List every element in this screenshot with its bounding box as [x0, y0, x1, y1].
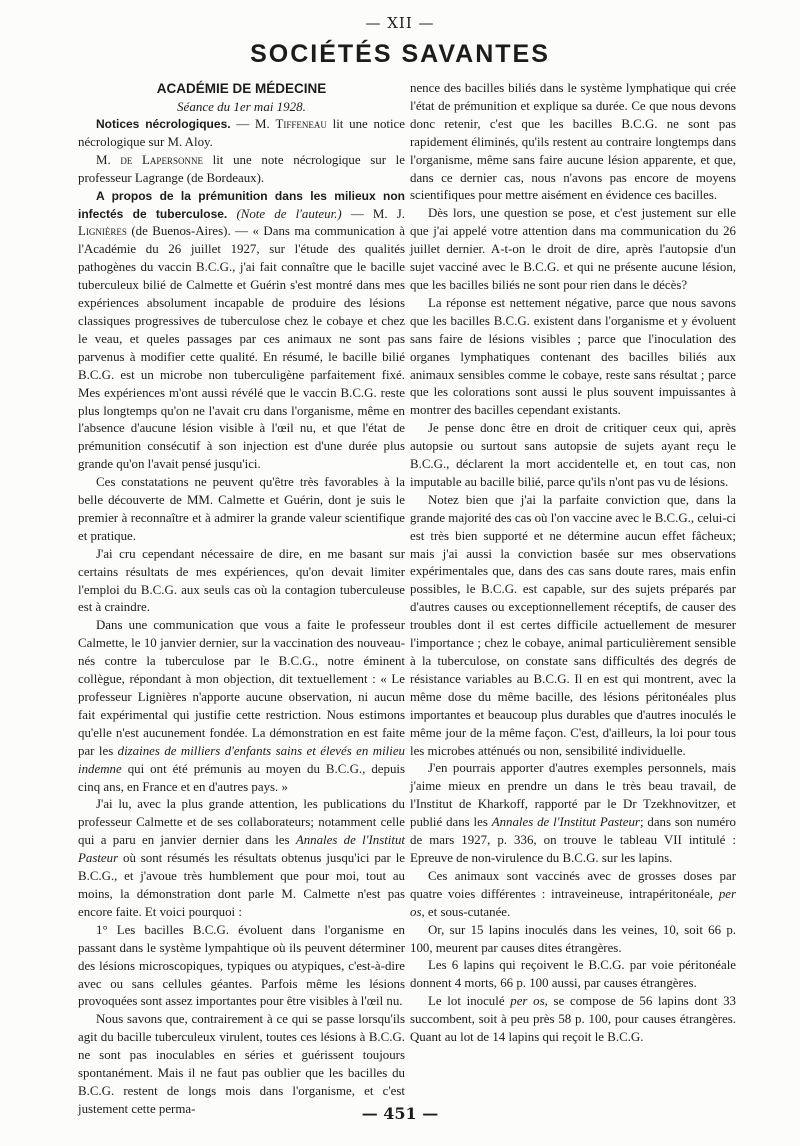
- paragraph-lapersonne: M. de Lapersonne lit une note nécrologique sur le professeur Lagrange (de Bordeaux).: [78, 152, 405, 185]
- paragraph-per-os: Le lot inoculé per os, se compose de 56 lapins dont 33 succombent, soit à peu près 58 p. 100, pour causes étrangères. Quant au lot de 14 lapins qui reçoit le B.C.G.: [410, 994, 736, 1045]
- paragraph-nous-savons: Nous savons que, contrairement à ce qui se passe lorsqu'ils agit du bacille tuberculeux virulent, toutes ces lésions à B.C.G. ne sont pas inoculables en séries et guérissent toujours spontanément. Mais il ne faut pas oublier que les bacilles du B.C.G. restent de longs mois dans l'organisme, et c'est justement cette perma-: [78, 1012, 405, 1116]
- paragraph-voies: Ces animaux sont vaccinés avec de grosses doses par quatre voies différentes : intraveineuse, intrapéritonéale, per os, et sous-cutanée.: [410, 868, 736, 919]
- page-header-number: — XII —: [365, 14, 435, 32]
- academy-title: ACADÉMIE DE MÉDECINE: [156, 81, 327, 96]
- paragraph-kharkoff: J'en pourrais apporter d'autres exemples personnels, mais j'aime mieux en prendre un dans le très beau travail, de l'Institut de Kharkoff, rapporté par le Dr Tzekhnovitzer, et publié dans les Annales de l'Institut Pasteur; dans son numéro de mars 1927, p. 336, on trouve le tableau VII intitulé : Epreuve de non-virulence du B.C.G. sur les lapins.: [410, 761, 736, 865]
- paragraph-notices: Notices nécrologiques. — M. Tiffeneau lit une notice nécrologique sur M. Aloy.: [78, 117, 405, 149]
- page-number: — 451 —: [361, 1104, 439, 1123]
- paragraph-conviction: Notez bien que j'ai la parfaite conviction que, dans la grande majorité des cas où l'on vaccine avec le B.C.G., celui-ci est très bien supporté et ne détermine aucun effet fâcheux; mais j'ai aussi la conviction basée sur mes observations expérimentales que, dans des cas sans doute rares, mais enfin possibles, le B.C.G. est capable, sur des sujets préparés par d'autres causes ou exceptionnellement réceptifs, de causer des troubles dont il est certes difficile actuellement de mesurer l'importance ; chez le cobaye, animal particulièrement sensible à la tuberculose, on constate sans difficultés des degrés de résistance variables au B.C.G. Il en est qui montrent, avec la même dose du même bacille, des lésions péritonéales plus importantes et beaucoup plus durables que d'autres inoculés le même jour de la même façon. C'est, d'ailleurs, la loi pour tous les microbes atténués ou non, sensibilité individuelle.: [410, 492, 736, 758]
- paragraph-permanence: nence des bacilles biliés dans le système lymphatique qui crée l'état de prémunition et explique sa durée. Ce que nous devons donc retenir, c'est que les bacilles B.C.G. ne sont pas rapidement éliminés, qu'ils restent au contraire longtemps dans l'organisme, même sans faire aucune lésion apparente, et que, dans ce dernier cas, nous n'avons pas encore de moyens scientifiques pour mettre aisément en évidence ces bacilles.: [410, 81, 736, 203]
- paragraph-veines: Or, sur 15 lapins inoculés dans les veines, 10, soit 66 p. 100, meurent par causes dites étrangères.: [410, 922, 736, 955]
- session-date: Séance du 1er mai 1928.: [177, 99, 306, 114]
- left-column: [78, 80, 405, 1119]
- paragraph-reponse: La réponse est nettement négative, parce que nous savons que les bacilles B.C.G. existent dans l'organisme et y évoluent sans faire de lésions visibles ; parce que l'inoculation des organes lymphatiques contenant des bacilles biliés aux animaux sensibles comme le cobaye, reste sans résultat ; parce que les colorations sont aussi le plus souvent impuissantes à montrer des bacilles cependant existants.: [410, 295, 736, 418]
- paragraph-cependant: J'ai cru cependant nécessaire de dire, en me basant sur certains résultats de mes expériences, qu'on devait limiter l'emploi du B.C.G. aux seuls cas où la contagion tuberculeuse est à craindre.: [78, 546, 405, 615]
- paragraph-communication: Dans une communication que vous a faite le professeur Calmette, le 10 janvier dernier, sur la vaccination des nouveau-nés contre la tuberculose par le B.C.G., notre éminent collègue, répondant à mon objection, dit textuellement : « Le professeur Lignières n'apporte aucune observation, ni aucun fait expérimental qui justifie cette restriction. Nous estimons qu'elle n'est aucunement fondée. La démonstration en est faite par les dizaines de milliers d'enfants sains et élevés en milieu indemne qui ont été prémunis au moyen du B.C.G., depuis cinq ans, en France et en d'autres pays. »: [78, 618, 405, 794]
- section-title: SOCIÉTÉS SAVANTES: [250, 40, 550, 68]
- paragraph-publications: J'ai lu, avec la plus grande attention, les publications du professeur Calmette et de ses collaborateurs; notamment celle qui a paru en janvier dernier dans les Annales de l'Institut Pasteur où sont résumés les résultats obtenus jusqu'ici par le B.C.G., et j'avoue très humblement que pour moi, tout au moins, la démonstration dont parle M. Calmette n'est pas encore faite. Et voici pourquoi :: [78, 797, 405, 919]
- paragraph-question: Dès lors, une question se pose, et c'est justement sur elle que j'ai appelé votre attention dans ma communication du 26 juillet dernier. A-t-on le droit de dire, après l'autopsie d'un sujet vacciné avec le B.C.G. et qui ne présente aucune lésion, que les bacilles biliés ne sont pour rien dans le décès?: [410, 206, 736, 292]
- paragraph-point-one: 1° Les bacilles B.C.G. évoluent dans l'organisme en passant dans le système lympahtique où ils peuvent déterminer des lésions microscopiques, typiques ou atypiques, c'est-à-dire avec ou sans cellules géantes. Parfois même les lésions provoquées sont assez importantes pour être visibles à l'œil nu.: [78, 922, 405, 1009]
- paragraph-premunition: A propos de la prémunition dans les milieux non infectés de tuberculose. (Note de l'auteur.) — M. J. Lignières (de Buenos-Aires). — « Dans ma communication à l'Académie du 26 juillet 1927, sur l'étude des qualités pathogènes du vaccin B.C.G., j'ai fait connaître que le bacille tuberculeux bilié de Calmette et Guérin s'est montré dans mes expériences absolument incapable de produire des lésions classiques progressives de tuberculose chez le cobaye et chez le veau, et queles passages par ces animaux ne sont pas parvenus à modifier cette qualité. En résumé, le bacille bilié B.C.G. est un microbe non tuberculigène parfaitement fixé. Mes expériences m'ont aussi révélé que le vaccin B.C.G. reste plus longtemps qu'on ne l'avait cru dans l'organisme, même en l'absence d'aucune lésion visible à l'œil nu, et que l'état de prémunition consécutif à son injection est d'une durée plus grande qu'on l'avait pensé jusqu'ici.: [78, 188, 406, 472]
- paragraph-peritoneale: Les 6 lapins qui reçoivent le B.C.G. par voie péritonéale donnent 4 morts, 66 p. 100 aussi, par causes étrangères.: [410, 958, 736, 991]
- paragraph-constatations: Ces constatations ne peuvent qu'être très favorables à la belle découverte de MM. Calmette et Guérin, dont je suis le premier à reconnaître et à admirer la grande valeur scientifique et pratique.: [78, 475, 405, 543]
- right-column: [410, 80, 736, 1047]
- paragraph-critiquer: Je pense donc être en droit de critiquer ceux qui, après autopsie ou surtout sans autopsie de sujets ayant reçu le B.C.G., déclarent la mort accidentelle et, en tout cas, non imputable au bacille bilié, parce qu'ils n'ont pas vu de lésions.: [410, 421, 736, 489]
